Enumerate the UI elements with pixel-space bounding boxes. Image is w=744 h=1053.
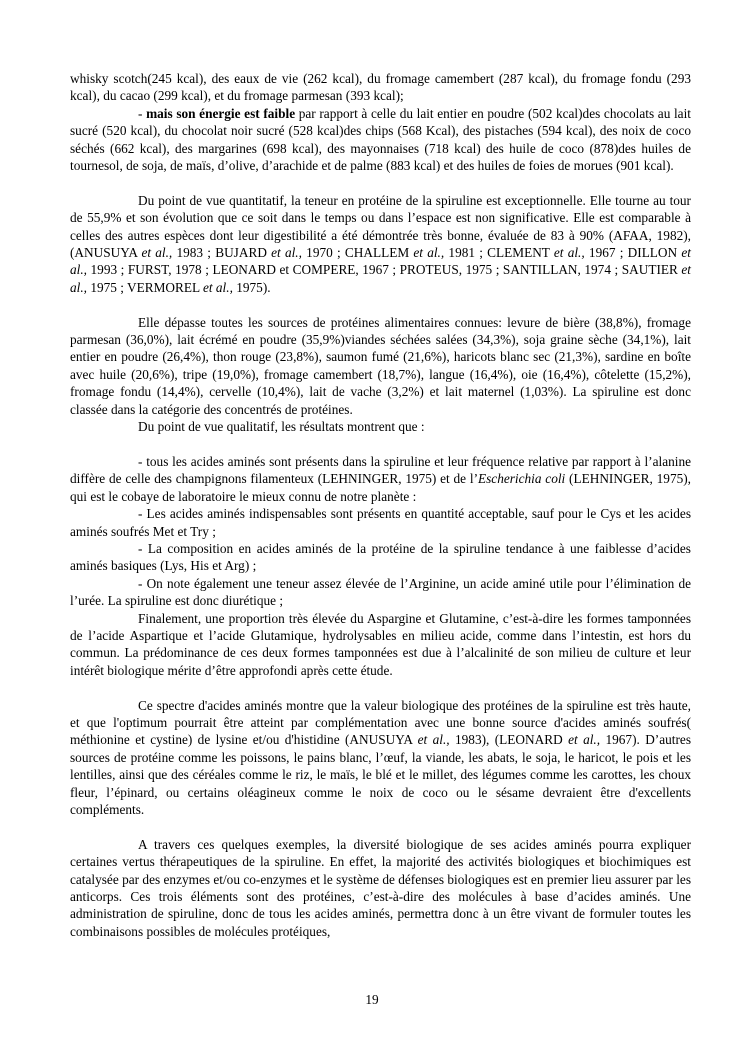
paragraph-text: Elle dépasse toutes les sources de protéines alimentaires connues: levure de bière (38,8%), fromage parmesan (36,0%), lait écrémé en poudre (35,9%)viandes séchées salées (34,3%), soja graine sèche (34,1%), lait entier en poudre (26,4%), thon rouge (23,8%), saumon fumé (21,6%), haricots blanc sec (21,3%), sardine en boîte avec huile (20,6%), tripe (19,0%), fromage camembert (18,7%), langue (16,4%), oie (16,4%), côtelette (15,2%), fromage fondu (14,4%), cervelle (10,4%), lait de vache (3,2%) et lait maternel (1,03%). La spiruline est donc classée dans la catégorie des concentrés de protéines. — [70, 314, 691, 417]
dash-prefix: - — [138, 105, 147, 121]
bold-phrase: mais son énergie est faible — [146, 105, 296, 121]
list-item — [70, 610, 691, 680]
paragraph-low-energy — [70, 105, 691, 175]
et-al: et al., — [553, 245, 585, 261]
paragraph-gap — [70, 436, 691, 453]
text-run: 1967). D’autres sources de protéine comme les poissons, le pains blanc, l’œuf, la viande, les abats, le soja, le haricot, le pois et les lentilles, ainsi que des céréales comme le riz, le maïs, le blé et le millet, des légumes comme les carottes, les choux fleur, l’épinard, ou certains oléagineux comme le noix de coco ou le sésame devraient être d'excellents compléments. — [70, 732, 691, 817]
paragraph-text: Du point de vue qualitatif, les résultats montrent que : — [138, 419, 425, 435]
species-name: Escherichia coli — [478, 471, 566, 487]
paragraph-text: - La composition en acides aminés de la protéine de la spiruline tendance à une faiblesse d’acides aminés basiques (Lys, His et Arg) ; — [70, 540, 691, 574]
paragraph-gap — [70, 296, 691, 313]
et-al: et al., — [202, 279, 233, 295]
paragraph-text: Finalement, une proportion très élevée du Aspargine et Glutamine, c’est-à-dire les formes tamponnées de l’acide Aspartique et l’acide Glutamique, hydrolysables en milieu acide, comme dans l’intestin, est hors du commun. La prédominance de ces deux formes tamponnées est due à l’alcalinité de son milieu de culture et leur intérêt biologique mérite d’être approfondi après cette étude. — [70, 610, 691, 678]
et-al: et al., — [568, 732, 601, 748]
paragraph-quantitative — [70, 192, 691, 296]
paragraph-qualitative — [70, 418, 691, 435]
text-run: 1975 ; VERMOREL — [87, 279, 203, 295]
text-run: (LEHNINGER, 1975), qui est le cobaye de laboratoire le mieux connu de notre planète : — [70, 471, 692, 504]
text-run: 1993 ; FURST, 1978 ; LEONARD et COMPERE, 1967 ; PROTEUS, 1975 ; SANTILLAN, 1974 ; SAUTIER — [87, 262, 682, 278]
paragraph-text: whisky scotch(245 kcal), des eaux de vie (262 kcal), du fromage camembert (287 kcal), du fromage fondu (293 kcal), du cacao (299 kcal), et du fromage parmesan (393 kcal); — [70, 71, 691, 104]
text-run: 1975). — [232, 279, 271, 295]
paragraph-gap — [70, 818, 691, 835]
paragraph-gap — [70, 679, 691, 696]
et-al: et al., — [417, 732, 450, 748]
paragraph-therapeutic — [70, 836, 691, 940]
text-run: 1970 ; CHALLEM — [301, 245, 414, 261]
et-al: et al., — [70, 262, 691, 295]
et-al: et al., — [141, 245, 173, 261]
et-al: et al., — [413, 245, 445, 261]
text-run: Du point de vue quantitatif, la teneur en protéine de la spiruline est exceptionnelle. Elle tourne au tour de 55,9% et son évolution que ce soit dans le temps ou dans l’espace est non significative. Elle est comparable à celles des autres espèces dont leur digestibilité a été démontrée très bonne, évaluée de 83 à 90% (AFAA, 1982), (ANUSUYA — [70, 192, 691, 261]
paragraph-text: - Les acides aminés indispensables sont présents en quantité acceptable, sauf pour le Cys et les acides aminés soufrés Met et Try ; — [70, 506, 691, 539]
paragraph-energy-list — [70, 70, 691, 105]
paragraph-text: A travers ces quelques exemples, la diversité biologique de ses acides aminés pourra expliquer certaines vertus thérapeutiques de la spiruline. En effet, la majorité des activités biologiques et biochimiques est catalysée par des enzymes et/ou co-enzymes et le système de défenses biologiques est en premier lieu assurer par les anticorps. Ces trois éléments sont des protéines, c’est-à-dire des molécules à base d’acides aminés. Une administration de spiruline, donc de tous les acides aminés, permettra donc à un être vivant de formuler toutes les combinaisons possibles de molécules protéiques, — [70, 836, 691, 939]
page-body — [70, 70, 691, 940]
text-run: 1983), (LEONARD — [449, 732, 569, 748]
paragraph-gap — [70, 174, 691, 191]
paragraph-protein-sources — [70, 314, 691, 418]
list-item — [70, 453, 691, 505]
text-run: Ce spectre d'acides aminés montre que la valeur biologique des protéines de la spiruline est très haute, et que l'optimum pourrait être atteint par complémentation avec une bonne source d'acides aminés soufrés( méthionine et cystine) de lysine et/ou d'histidine (ANUSUYA — [70, 697, 691, 748]
list-item — [70, 505, 691, 540]
paragraph-text: par rapport à celle du lait entier en poudre (502 kcal)des chocolats au lait sucré (520 kcal), du chocolat noir sucré (528 kcal)des chips (568 Kcal), des pistaches (594 kcal), des noix de coco séchés (662 kcal), des margarines (698 kcal), des mayonnaises (718 kcal) des huile de coco (878)des huiles de tournesol, de soja, de maïs, d’olive, d’arachide et de palme (883 kcal) et des huiles de foies de morues (901 kcal). — [70, 105, 691, 174]
text-run: - tous les acides aminés sont présents dans la spiruline et leur fréquence relative par rapport à l’alanine diffère de celle des champignons filamenteux (LEHNINGER, 1975) et de l’ — [70, 453, 691, 487]
page-number: 19 — [365, 992, 379, 1007]
text-run: 1967 ; DILLON — [584, 245, 682, 261]
list-item — [70, 575, 691, 610]
et-al: et al., — [271, 245, 302, 261]
text-run: 1983 ; BUJARD — [172, 245, 272, 261]
paragraph-text: - On note également une teneur assez élevée de l’Arginine, un acide aminé utile pour l’élimination de l’urée. La spiruline est donc diurétique ; — [70, 575, 691, 609]
list-item — [70, 540, 691, 575]
text-run: 1981 ; CLEMENT — [444, 245, 554, 261]
paragraph-amino-spectrum — [70, 697, 691, 819]
et-al: et al., — [70, 245, 691, 278]
